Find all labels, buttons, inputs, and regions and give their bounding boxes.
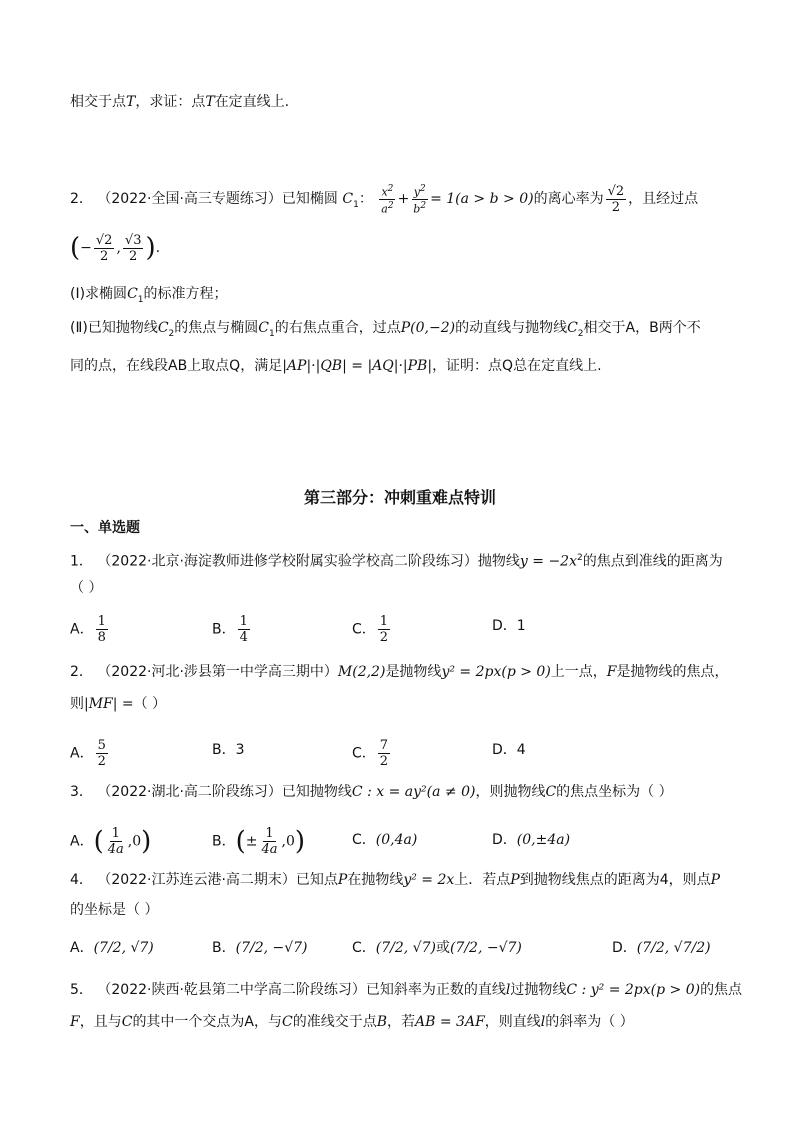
text: 的右焦点重合，过点: [274, 320, 401, 336]
math-P: P: [510, 872, 520, 888]
text: 的焦点: [700, 982, 743, 998]
text: （2022·河北·涉县第一中学高三期中）: [97, 664, 338, 680]
text: ，且经过点: [628, 191, 699, 207]
q4-option-d[interactable]: D．(7/2, √7/2): [612, 940, 711, 956]
q3-option-b[interactable]: B．(± $\frac{1}{4a}$ ,0): [212, 826, 306, 857]
question-number: 2．: [70, 191, 93, 207]
fraction-pt1: $\frac{√2}{2}$: [95, 232, 113, 264]
fraction-pt2: $\frac{√3}{2}$: [124, 232, 142, 264]
fraction: $\frac{5}{2}$: [97, 738, 106, 769]
text: 的标准方程；: [143, 286, 228, 302]
subscript: 1: [353, 199, 359, 210]
point-M: M(2,2): [337, 664, 386, 680]
q2-option-a[interactable]: A． $\frac{5}{2}$: [70, 738, 106, 769]
fraction: $\frac{1}{4}$: [239, 614, 248, 645]
equation: C : y² = 2px(p > 0): [566, 982, 701, 998]
text: 的焦点与椭圆: [174, 320, 259, 336]
math-T: T: [205, 94, 215, 110]
problem2-part2: (Ⅱ)已知抛物线$C_2$的焦点与椭圆$C_1$的右焦点重合，过点P(0,−2)的动直线与抛物线$C_2$相交于A，B两个不: [70, 320, 701, 339]
text: 的焦点到准线的距离为: [582, 553, 723, 570]
text: （2022·陕西·乾县第二中学高二阶段练习）已知斜率为正数的直线: [97, 982, 506, 998]
text: (Ⅰ)求椭圆: [70, 286, 128, 302]
q3-option-d[interactable]: D．(0,±4a): [492, 832, 571, 848]
q2-line2: 则|MF| =（ ）: [70, 696, 167, 712]
fraction: $\frac{1}{4a}$: [261, 826, 278, 857]
q3-option-a[interactable]: A．( $\frac{1}{4a}$ ,0): [70, 826, 152, 857]
text: ，证明：点Q总在定直线上.: [432, 358, 602, 374]
fraction-x2-a2: $\frac{x^2}{a^2}$: [381, 183, 394, 216]
fraction-y2-b2: $\frac{y^2}{b^2}$: [413, 183, 427, 216]
text: （2022·江苏连云港·高二期末）已知点: [97, 872, 338, 888]
q4-option-c[interactable]: C．(7/2, √7)或(7/2, −√7): [352, 940, 522, 956]
q4-option-b[interactable]: B．(7/2, −√7): [212, 940, 308, 956]
fraction: $\frac{1}{2}$: [379, 614, 389, 645]
fraction: $\frac{7}{2}$: [379, 738, 389, 769]
q4-line2: 的坐标是（ ）: [70, 902, 159, 918]
math-l: l: [505, 982, 511, 998]
vector-equation: AB = 3AF: [415, 1014, 485, 1030]
q2-option-b[interactable]: B．3: [212, 742, 245, 758]
math-C: C: [342, 191, 354, 207]
text: 是抛物线: [385, 664, 442, 680]
q1-option-d[interactable]: D．1: [492, 618, 526, 634]
minus-sign: −: [80, 240, 92, 256]
q2-option-d[interactable]: D．4: [492, 742, 526, 758]
text: 上一点，: [550, 664, 607, 680]
question-number: 1．: [70, 553, 93, 570]
q4-option-a[interactable]: A．(7/2, √7): [70, 940, 154, 956]
math-T: T: [126, 94, 136, 110]
section-title: 第三部分：冲刺重难点特训: [303, 488, 496, 507]
equation: y² = 2x: [403, 872, 455, 888]
equation: |MF| =: [84, 696, 134, 712]
text: 的动直线与抛物线: [455, 320, 568, 336]
q1-line1: 1． （2022·北京·海淀教师进修学校附属实验学校高二阶段练习）抛物线$y = -2x^2$的焦点到准线的距离为: [70, 553, 723, 570]
q4-line1: [70, 870, 720, 890]
fraction: $\frac{1}{4a}$: [107, 826, 124, 857]
q1-option-b[interactable]: B． $\frac{1}{4}$: [212, 614, 248, 645]
text: 在抛物线: [347, 872, 404, 888]
fraction: $\frac{1}{8}$: [97, 614, 106, 645]
text: （2022·湖北·高二阶段练习）已知抛物线: [97, 784, 352, 800]
text: 在定直线上.: [214, 94, 290, 110]
problem2-point: (− $\frac{√2}{2}$ , $\frac{√3}{2}$ ).: [70, 232, 161, 264]
source: （2022·全国·高三专题练习）: [97, 191, 282, 207]
q2-line1: [70, 662, 729, 682]
text: 是抛物线的焦点，: [616, 664, 729, 680]
problem2-line1: 2． （2022·全国·高三专题练习）已知椭圆 $C_1$： $\frac{x^2}{a^2}$ + $\frac{y^2}{b^2}$ = 1(a > b > 0)的离心率为 $\frac{√2}{2}$ ，且经过点: [70, 183, 699, 216]
problem2-part1: (Ⅰ)求椭圆$C_1$的标准方程；: [70, 286, 228, 305]
text: （2022·北京·海淀教师进修学校附属实验学校高二阶段练习）抛物线: [97, 553, 520, 570]
math-P: P: [337, 872, 348, 888]
text: 上．若点: [454, 872, 511, 888]
q2-option-c[interactable]: C． $\frac{7}{2}$: [352, 738, 389, 769]
text: (Ⅱ)已知抛物线: [70, 320, 158, 336]
q5-line1: [70, 980, 742, 1000]
equation: C : x = ay²(a ≠ 0): [351, 784, 476, 800]
text: 同的点，在线段AB上取点Q，满足: [70, 358, 283, 374]
problem2-part2-line2: [70, 356, 602, 376]
equation: y² = 2px(p > 0): [441, 664, 551, 680]
question-number: 5．: [70, 982, 93, 998]
text: 已知椭圆: [281, 191, 338, 207]
math-C: C: [545, 784, 557, 800]
top-line: [70, 92, 289, 112]
text: 到抛物线焦点的距离为4，则点: [519, 872, 711, 888]
q1-option-a[interactable]: A． $\frac{1}{8}$: [70, 614, 106, 645]
text: 的焦点坐标为（ ）: [556, 784, 673, 800]
equation: y = −2x: [519, 553, 577, 570]
text: ，求证：点: [135, 94, 206, 110]
question-number: 2．: [70, 664, 93, 680]
q5-line2: F，且与C的其中一个交点为A，与C的准线交于点B，若AB = 3AF，则直线l的斜率为（ ）: [70, 1014, 634, 1030]
section-subtitle: 一、单选题: [70, 520, 140, 536]
q1-option-c[interactable]: C． $\frac{1}{2}$: [352, 614, 389, 645]
math-C: C: [127, 286, 138, 302]
question-number: 3．: [70, 784, 93, 800]
q3-option-c[interactable]: C．(0,4a): [352, 832, 418, 848]
q1-paren: （ ）: [70, 580, 103, 596]
equation: |AP|·|QB| = |AQ|·|PB|: [282, 358, 433, 374]
math-P: P: [710, 872, 721, 888]
text: ：: [358, 191, 373, 207]
text: 相交于A，B两个不: [583, 320, 701, 336]
fraction-eccentricity: $\frac{√2}{2}$: [607, 183, 625, 215]
point-P: P(0,−2): [400, 320, 456, 336]
text: 过抛物线: [510, 982, 567, 998]
text: 的离心率为: [533, 191, 604, 207]
question-number: 4．: [70, 872, 93, 888]
equation: = 1(a > b > 0): [430, 191, 534, 207]
text: ，则抛物线: [475, 784, 546, 800]
q3-line1: [70, 782, 673, 802]
math-F: F: [606, 664, 617, 680]
text: 相交于点: [70, 94, 126, 110]
